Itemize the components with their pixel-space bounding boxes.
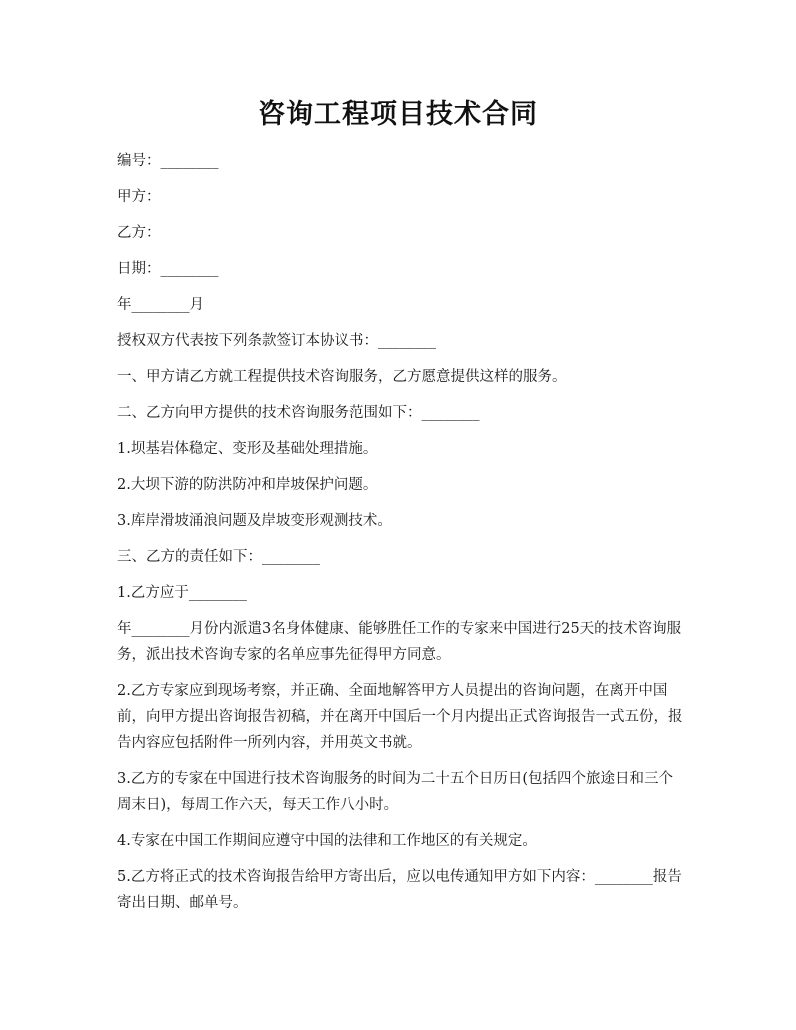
contract-date: 日期：________ <box>117 261 219 277</box>
section-1: 一、甲方请乙方就工程提供技术咨询服务，乙方愿意提供这样的服务。 <box>117 369 567 385</box>
year-month-line: 年________月 <box>117 297 204 313</box>
section-3-heading: 三、乙方的责任如下：________ <box>117 549 320 565</box>
contract-number: 编号：________ <box>117 153 219 169</box>
document-title: 咨询工程项目技术合同 <box>258 99 538 130</box>
responsibility-item-5: 5.乙方将正式的技术咨询报告给甲方寄出后，应以电传通知甲方如下内容：________报告寄出日期、邮单号。 <box>117 869 682 911</box>
responsibility-item-1: 1.乙方应于________ <box>117 585 247 601</box>
responsibility-item-1-continued: 年________月份内派遣3名身体健康、能够胜任工作的专家来中国进行25天的技术咨询服务，派出技术咨询专家的名单应事先征得甲方同意。 <box>117 621 682 663</box>
party-a: 甲方： <box>117 189 161 205</box>
responsibility-item-4: 4.专家在中国工作期间应遵守中国的法律和工作地区的有关规定。 <box>117 833 537 849</box>
scope-item-2: 2.大坝下游的防洪防冲和岸坡保护问题。 <box>117 477 378 493</box>
scope-item-3: 3.库岸滑坡涌浪问题及岸坡变形观测技术。 <box>117 513 392 529</box>
scope-item-1: 1.坝基岩体稳定、变形及基础处理措施。 <box>117 441 378 457</box>
document-body <box>117 148 683 926</box>
responsibility-item-3: 3.乙方的专家在中国进行技术咨询服务的时间为二十五个日历日(包括四个旅途日和三个周末日)，每周工作六天，每天工作八小时。 <box>117 771 673 813</box>
responsibility-item-2: 2.乙方专家应到现场考察，并正确、全面地解答甲方人员提出的咨询问题，在离开中国前，向甲方提出咨询报告初稿，并在离开中国后一个月内提出正式咨询报告一式五份，报告内容应包括附件一所列内容，并用英文书就。 <box>117 683 683 751</box>
authorization-clause: 授权双方代表按下列条款签订本协议书：________ <box>117 333 436 349</box>
party-b: 乙方： <box>117 225 161 241</box>
section-2-heading: 二、乙方向甲方提供的技术咨询服务范围如下：________ <box>117 405 480 421</box>
